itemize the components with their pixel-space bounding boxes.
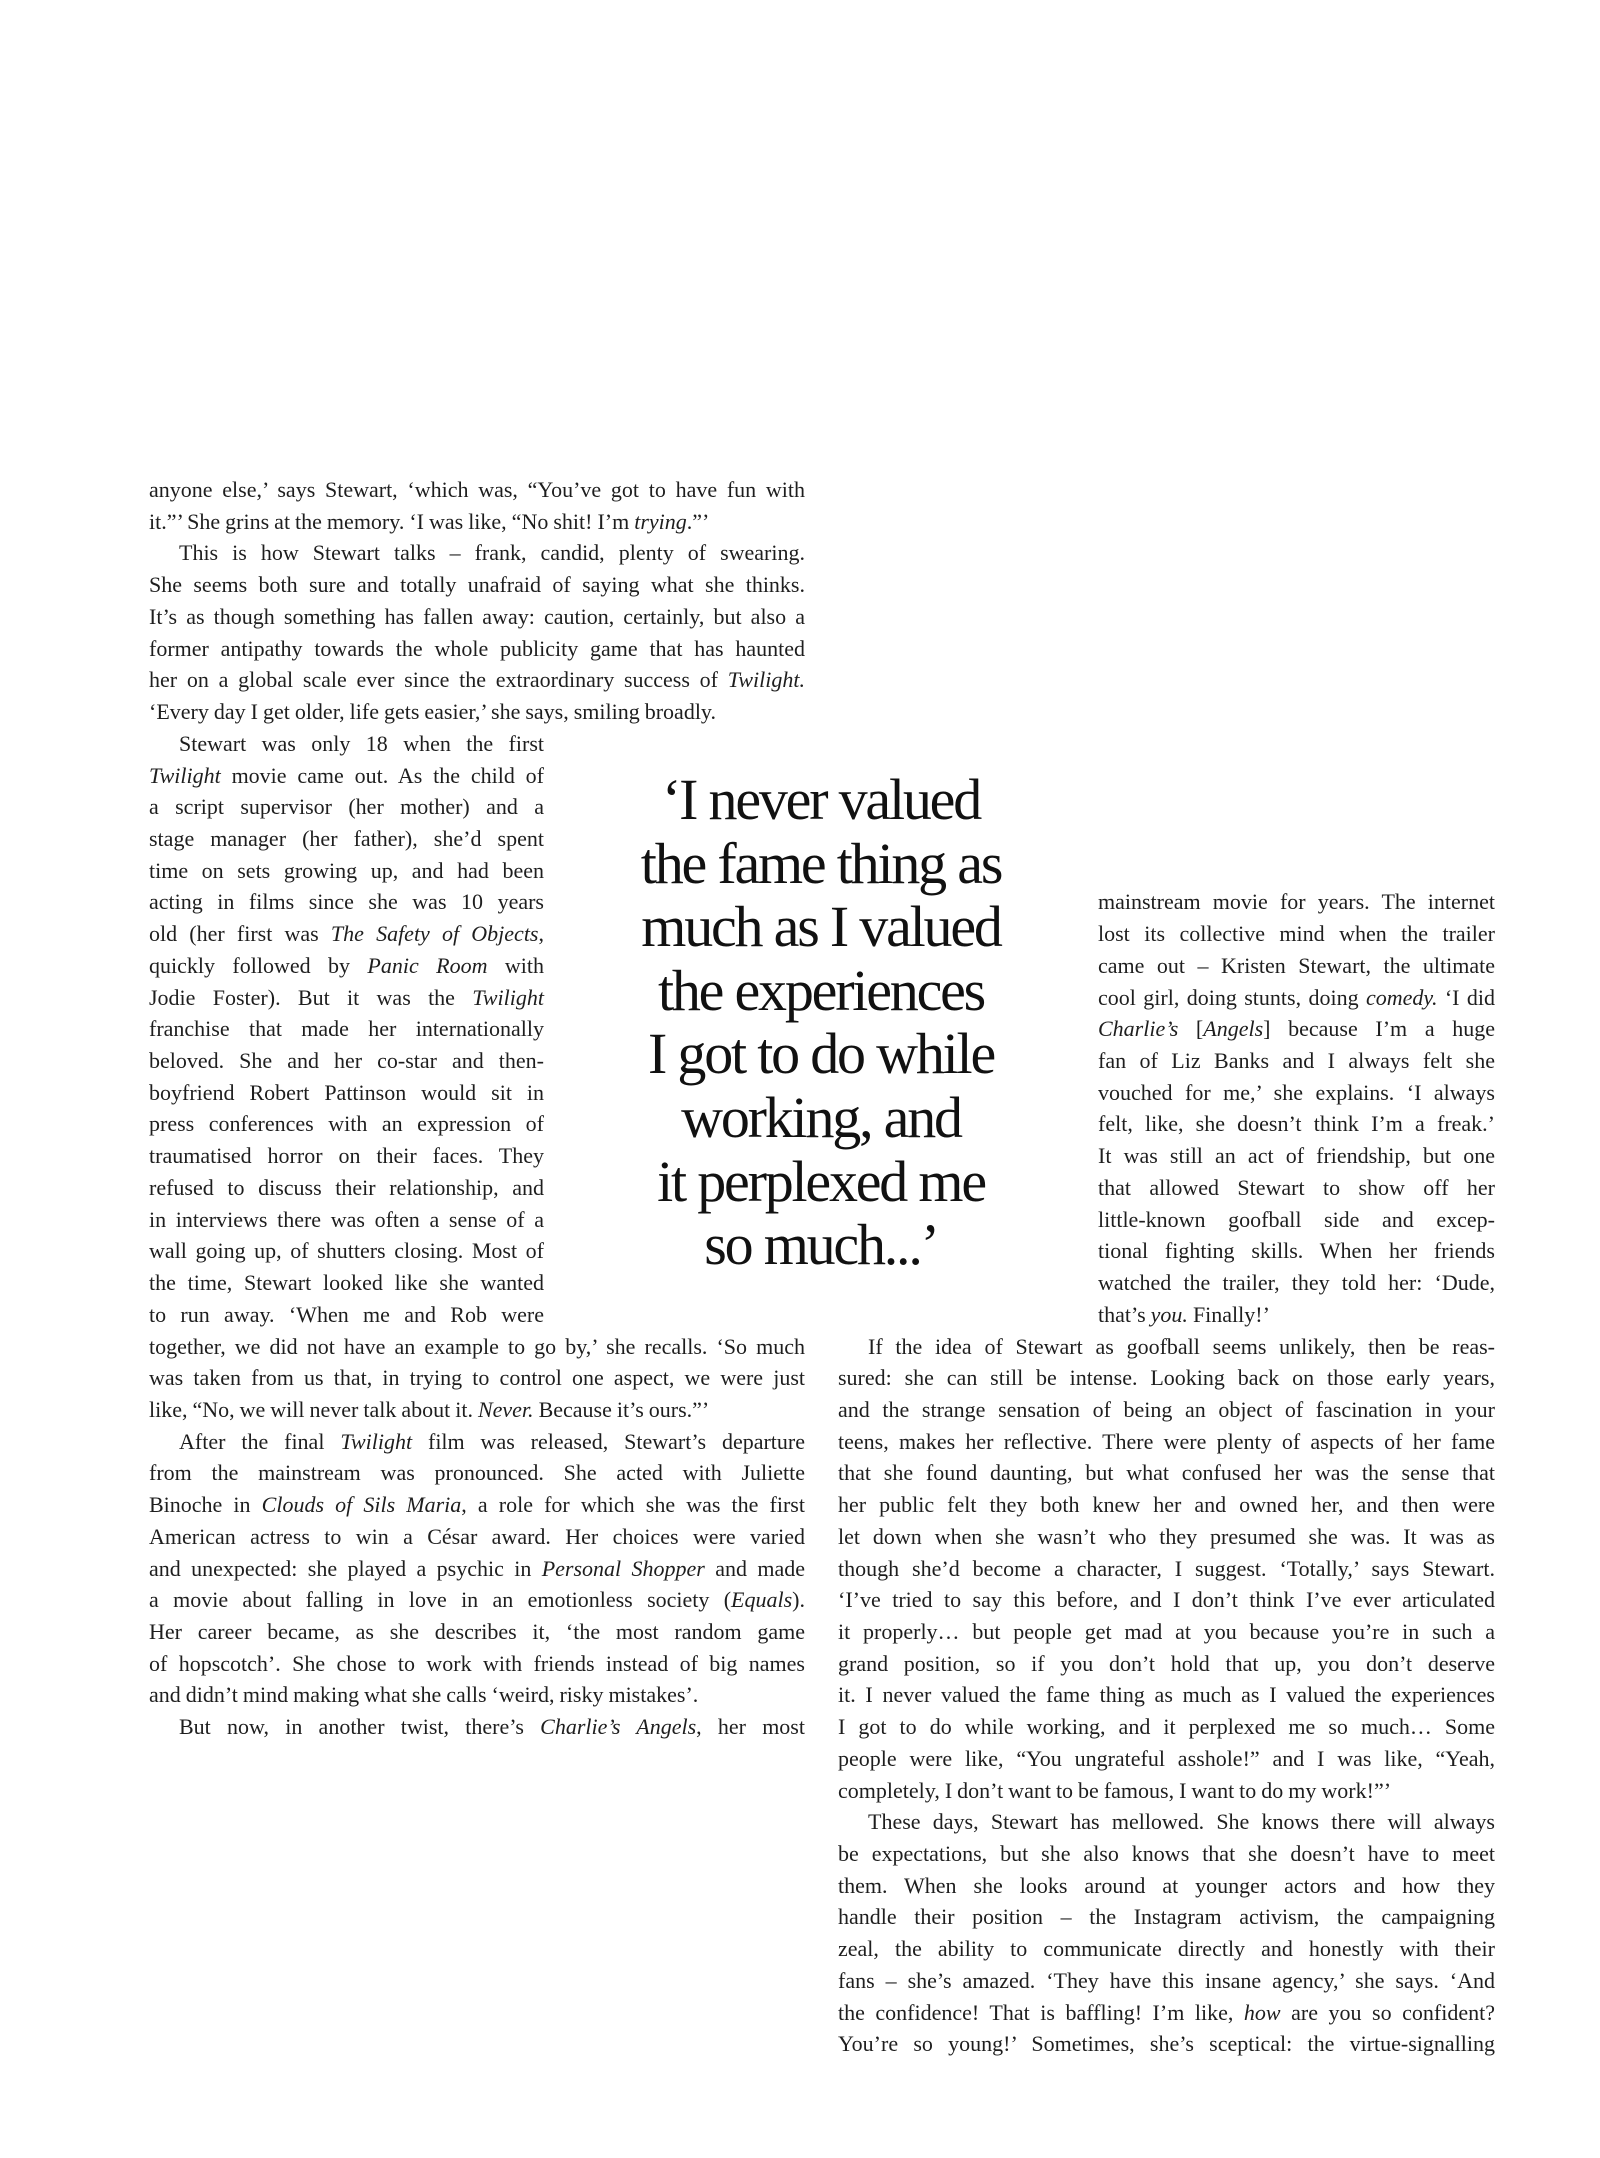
text-segment: a script supervisor (her mother) and a [149, 794, 544, 820]
text-segment: , [538, 921, 544, 947]
text-line [838, 1806, 1495, 1838]
text-segment: I got to do while working, and it perplexed me so much… Some [838, 1714, 1495, 1740]
text-line [838, 1711, 1495, 1743]
text-line [1098, 1045, 1495, 1077]
text-segment: ‘I did [1437, 984, 1496, 1010]
body-text-right-bottom [838, 1331, 1495, 2061]
text-line [149, 1584, 805, 1616]
text-line [838, 2028, 1495, 2060]
text-segment: to run away. ‘When me and Rob were [149, 1301, 544, 1327]
text-segment: refused to discuss their relationship, and [149, 1174, 544, 1200]
text-segment: movie came out. As the child of [220, 762, 544, 788]
text-segment: like, “No, we will never talk about it. [149, 1396, 478, 1422]
text-line [149, 1045, 544, 1077]
text-line [149, 1362, 805, 1394]
italic-title: Charlie’s [1098, 1016, 1179, 1042]
text-line [149, 1235, 544, 1267]
text-line [149, 1553, 805, 1585]
text-segment: But now, in another twist, there’s [179, 1714, 541, 1740]
text-segment: the confidence! That is baffling! I’m like, [838, 1999, 1244, 2025]
text-segment: fans – she’s amazed. ‘They have this insane agency,’ she says. ‘And [838, 1967, 1495, 1993]
body-text-left-bottom [149, 1331, 805, 1743]
italic-title: Twilight [472, 984, 544, 1010]
text-line [149, 1457, 805, 1489]
text-line [1098, 1140, 1495, 1172]
text-line [838, 1331, 1495, 1363]
text-segment: wall going up, of shutters closing. Most of [149, 1238, 544, 1264]
text-segment: It was still an act of friendship, but one [1098, 1143, 1495, 1169]
text-segment: that she found daunting, but what confused her was the sense that [838, 1460, 1495, 1486]
text-line [149, 1679, 805, 1711]
body-text-right-narrow [1098, 886, 1495, 1330]
italic-title: Panic Room [367, 952, 488, 978]
text-segment: her public felt they both knew her and owned her, and then were [838, 1492, 1495, 1518]
text-line [149, 1489, 805, 1521]
text-segment: grand position, so if you don’t hold that up, you don’t deserve [838, 1650, 1495, 1676]
text-segment: completely, I don’t want to be famous, I want to do my work!”’ [838, 1777, 1392, 1803]
text-segment: ). [792, 1587, 805, 1613]
pull-quote-line: much as I valued [641, 894, 1001, 960]
text-segment: that’s [1098, 1301, 1151, 1327]
text-segment: beloved. She and her co-star and then- [149, 1047, 544, 1073]
text-line [149, 1204, 544, 1236]
text-segment: the time, Stewart looked like she wanted [149, 1270, 544, 1296]
text-segment: together, we did not have an example to go by,’ she recalls. ‘So much [149, 1333, 805, 1359]
text-line [149, 1426, 805, 1458]
text-line [149, 918, 544, 950]
text-segment: watched the trailer, they told her: ‘Dude, [1098, 1270, 1495, 1296]
text-line [149, 1331, 805, 1363]
text-segment: it.”’ She grins at the memory. ‘I was like, “No shit! I’m [149, 508, 635, 534]
text-line [149, 855, 544, 887]
text-line [149, 1077, 544, 1109]
text-segment: that allowed Stewart to show off her [1098, 1174, 1495, 1200]
italic-title: how [1243, 1999, 1281, 2025]
text-segment: Finally!’ [1187, 1301, 1270, 1327]
text-line [1098, 1013, 1495, 1045]
text-segment: stage manager (her father), she’d spent [149, 825, 544, 851]
text-segment: .”’ [686, 508, 710, 534]
text-segment: teens, makes her reflective. There were plenty of aspects of her fame [838, 1428, 1495, 1454]
text-segment: tional fighting skills. When her friends [1098, 1238, 1495, 1264]
text-line [838, 1584, 1495, 1616]
italic-title: Twilight. [727, 667, 805, 693]
text-line [838, 1457, 1495, 1489]
text-segment: little-known goofball side and excep- [1098, 1206, 1495, 1232]
text-line [149, 886, 544, 918]
text-line [149, 791, 544, 823]
text-line [838, 1426, 1495, 1458]
italic-title: Personal Shopper [541, 1555, 705, 1581]
text-line [838, 1521, 1495, 1553]
text-line [838, 1997, 1495, 2029]
text-segment: quickly followed by [149, 952, 368, 978]
pull-quote-line: the experiences [657, 957, 985, 1023]
text-segment: old (her first was [149, 921, 331, 947]
text-segment: film was released, Stewart’s departure [412, 1428, 805, 1454]
text-line [149, 1394, 805, 1426]
text-segment: ‘Every day I get older, life gets easier,’ she says, smiling broadly. [149, 699, 717, 725]
text-segment: her on a global scale ever since the extraordinary success of [149, 667, 728, 693]
text-line [1098, 1077, 1495, 1109]
body-text-left-top [149, 474, 805, 728]
text-segment: a movie about falling in love in an emotionless society ( [149, 1587, 732, 1613]
italic-title: Twilight [340, 1428, 413, 1454]
text-segment: , a role for which she was the first [461, 1492, 805, 1518]
text-segment: Because it’s ours.”’ [533, 1396, 710, 1422]
text-segment: be expectations, but she also knows that she doesn’t have to meet [838, 1841, 1495, 1866]
text-segment: people were like, “You ungrateful asshole!” and I was like, “Yeah, [838, 1745, 1495, 1771]
text-segment: Stewart was only 18 when the first [179, 730, 544, 756]
text-line [1098, 1172, 1495, 1204]
text-line [838, 1933, 1495, 1965]
text-line [149, 601, 805, 633]
pull-quote-line: so much...’ [704, 1212, 938, 1278]
text-segment: American actress to win a César award. Her choices were varied [149, 1523, 805, 1549]
body-text-left-narrow [149, 728, 544, 1331]
text-line [149, 760, 544, 792]
italic-title: Twilight [149, 762, 221, 788]
text-line [1098, 1299, 1495, 1331]
text-line [838, 1775, 1495, 1807]
text-line [149, 537, 805, 569]
text-segment: lost its collective mind when the trailer [1098, 921, 1495, 947]
text-line [149, 664, 805, 696]
text-line [149, 474, 805, 506]
text-segment: came out – Kristen Stewart, the ultimate [1098, 952, 1495, 978]
text-line [149, 823, 544, 855]
text-segment: in interviews there was often a sense of a [149, 1206, 544, 1232]
text-segment: are you so confident? [1280, 1999, 1495, 2025]
text-segment: them. When she looks around at younger actors and how they [838, 1872, 1495, 1898]
text-line [149, 569, 805, 601]
text-segment: mainstream movie for years. The internet [1098, 889, 1495, 915]
pull-quote-line: ‘I never valued [661, 767, 981, 832]
text-line [149, 1648, 805, 1680]
text-segment: and made [704, 1555, 805, 1581]
text-segment: zeal, the ability to communicate directly and honestly with their [838, 1936, 1495, 1962]
text-segment: let down when she wasn’t who they presumed she was. It was as [838, 1523, 1495, 1549]
italic-title: Never. [477, 1396, 534, 1422]
text-line [1098, 1204, 1495, 1236]
text-line [838, 1648, 1495, 1680]
text-segment: acting in films since she was 10 years [149, 889, 544, 915]
text-segment: boyfriend Robert Pattinson would sit in [149, 1079, 544, 1105]
text-line [838, 1616, 1495, 1648]
text-segment: from the mainstream was pronounced. She acted with Juliette [149, 1460, 805, 1486]
text-line [1098, 918, 1495, 950]
text-segment: ‘I’ve tried to say this before, and I don’t think I’ve ever articulated [838, 1587, 1495, 1613]
text-line [149, 1267, 544, 1299]
text-segment: though she’d become a character, I suggest. ‘Totally,’ says Stewart. [838, 1555, 1495, 1581]
text-line [149, 1711, 805, 1743]
text-line [838, 1553, 1495, 1585]
text-segment: traumatised horror on their faces. They [149, 1143, 544, 1169]
text-line [838, 1489, 1495, 1521]
italic-title: The Safety of Objects [330, 921, 539, 947]
text-segment: press conferences with an expression of [149, 1111, 544, 1137]
pull-quote-line: it perplexed me [657, 1148, 985, 1214]
italic-title: Charlie’s Angels [540, 1714, 697, 1740]
pull-quote-line: I got to do while [647, 1021, 994, 1087]
text-line [838, 1362, 1495, 1394]
text-line [838, 1901, 1495, 1933]
text-line [149, 1140, 544, 1172]
pull-quote [590, 768, 1052, 1277]
text-segment: was taken from us that, in trying to control one aspect, we were just [149, 1365, 805, 1391]
text-line [149, 1521, 805, 1553]
text-segment: and the strange sensation of being an object of fascination in your [838, 1396, 1495, 1422]
text-line [838, 1679, 1495, 1711]
italic-title: trying [634, 508, 687, 534]
text-segment: After the final [179, 1428, 341, 1454]
text-line [149, 1172, 544, 1204]
text-segment: it properly… but people get mad at you because you’re in such a [838, 1618, 1495, 1644]
text-line [149, 633, 805, 665]
text-line [149, 950, 544, 982]
italic-title: Angels [1203, 1016, 1264, 1042]
text-segment: of hopscotch’. She chose to work with friends instead of big names [149, 1650, 805, 1676]
pull-quote-line: working, and [681, 1084, 961, 1150]
text-segment: vouched for me,’ she explains. ‘I always [1098, 1079, 1495, 1105]
text-line [838, 1838, 1495, 1870]
text-segment: time on sets growing up, and had been [149, 857, 544, 883]
text-segment: , her most [696, 1714, 805, 1740]
text-segment: and unexpected: she played a psychic in [149, 1555, 542, 1581]
text-segment: sured: she can still be intense. Looking back on those early years, [838, 1365, 1495, 1391]
text-segment: Jodie Foster). But it was the [149, 984, 473, 1010]
text-line [838, 1870, 1495, 1902]
text-segment: You’re so young!’ Sometimes, she’s sceptical: the virtue-signalling [838, 2031, 1495, 2057]
italic-title: comedy. [1365, 984, 1438, 1010]
italic-title: you. [1150, 1301, 1188, 1327]
text-segment: franchise that made her internationally [149, 1016, 544, 1042]
text-segment: fan of Liz Banks and I always felt she [1098, 1047, 1495, 1073]
text-segment: felt, like, she doesn’t think I’m a freak.’ [1098, 1111, 1495, 1137]
pull-quote-line: the fame thing as [640, 830, 1002, 896]
text-segment: ] because I’m a huge [1263, 1016, 1495, 1042]
text-segment: Her career became, as she describes it, ‘the most random game [149, 1618, 805, 1644]
text-line [149, 1108, 544, 1140]
text-line [838, 1394, 1495, 1426]
italic-title: Equals [731, 1587, 793, 1613]
text-line [1098, 982, 1495, 1014]
text-line [149, 506, 805, 538]
text-line [149, 1013, 544, 1045]
text-line [149, 1299, 544, 1331]
text-segment: Binoche in [149, 1492, 262, 1518]
text-segment: If the idea of Stewart as goofball seems unlikely, then be reas- [868, 1333, 1495, 1359]
text-line [149, 728, 544, 760]
text-segment: and didn’t mind making what she calls ‘weird, risky mistakes’. [149, 1682, 699, 1708]
text-line [149, 1616, 805, 1648]
text-segment: anyone else,’ says Stewart, ‘which was, “You’ve got to have fun with [149, 477, 805, 502]
text-segment: These days, Stewart has mellowed. She knows there will always [868, 1809, 1495, 1835]
italic-title: Clouds of Sils Maria [261, 1492, 462, 1518]
text-segment: This is how Stewart talks – frank, candid, plenty of swearing. [179, 540, 805, 566]
text-line [1098, 1108, 1495, 1140]
text-line [149, 696, 805, 728]
text-line [149, 982, 544, 1014]
text-line [1098, 886, 1495, 918]
text-line [838, 1743, 1495, 1775]
text-segment: cool girl, doing stunts, doing [1098, 984, 1366, 1010]
text-line [1098, 1267, 1495, 1299]
text-segment: handle their position – the Instagram activism, the campaigning [838, 1904, 1495, 1930]
text-line [838, 1965, 1495, 1997]
text-line [1098, 950, 1495, 982]
text-segment: [ [1178, 1016, 1204, 1042]
text-segment: it. I never valued the fame thing as much as I valued the experiences [838, 1682, 1495, 1708]
text-segment: She seems both sure and totally unafraid of saying what she thinks. [149, 572, 805, 598]
text-segment: It’s as though something has fallen away: caution, certainly, but also a [149, 603, 805, 629]
text-segment: with [487, 952, 544, 978]
text-line [1098, 1235, 1495, 1267]
text-segment: former antipathy towards the whole publicity game that has haunted [149, 635, 805, 661]
